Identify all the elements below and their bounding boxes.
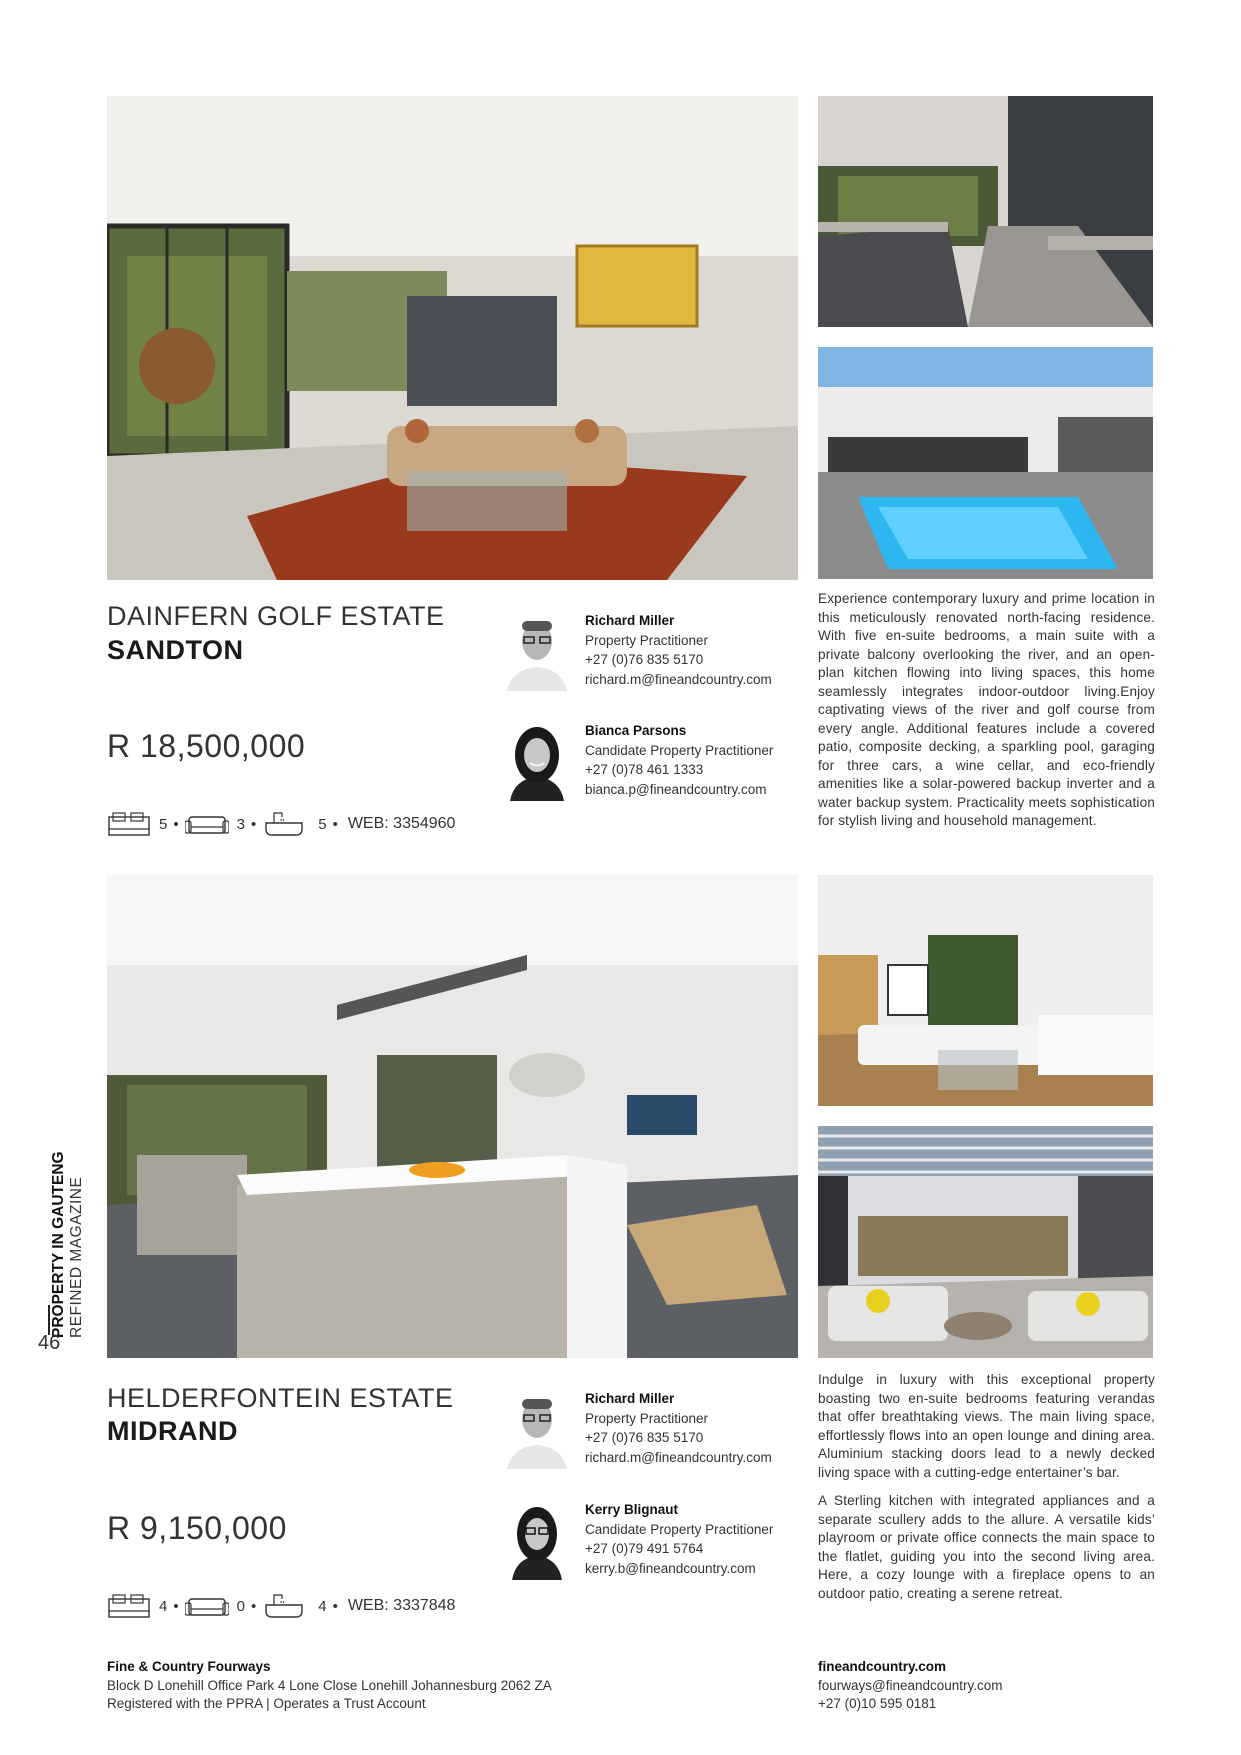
sofa-icon	[185, 809, 229, 839]
listing2-description	[818, 1371, 1155, 1613]
description-paragraph: Experience contemporary luxury and prime location in this meticulously renovated north-facing residence. With five en-suite bedrooms, a main suite with a private balcony overlooking the river, and an open-plan kitchen flowing into living spaces, this home seamlessly integrates indoor-outdoor living.Enjoy captivating views of the river and golf course from every angle. Additional features include a covered patio, composite decking, a sparkling pool, garaging for three cars, a wine cellar, and eco-friendly amenities like a solar-powered backup inverter and a water backup system. Practicality meets sophistication for stylish living and household management.	[818, 591, 1155, 828]
listing2-specs: 4 • 0 • 4 • WEB: 3337848	[107, 1588, 455, 1624]
description-paragraph: Indulge in luxury with this exceptional property boasting two en-suite bedrooms featuring verandas that offer breathtaking views. The main living space, effortlessly flows into an open lounge and dining area. Aluminium stacking doors lead to a newly decked living space with a cutting-edge entertainer’s bar.	[818, 1372, 1155, 1480]
listing1-suburb: SANDTON	[107, 635, 244, 665]
agent-role: Property Practitioner	[585, 1410, 709, 1426]
footer-contact	[818, 1658, 1003, 1714]
listing1-price: R 18,500,000	[107, 728, 306, 764]
agent-email[interactable]: kerry.b@fineandcountry.com	[585, 1560, 756, 1576]
agent-role: Candidate Property Practitioner	[585, 742, 774, 758]
agent-name: Richard Miller	[585, 1391, 675, 1406]
listing1-area: DAINFERN GOLF ESTATE	[107, 601, 445, 631]
agent-phone[interactable]: +27 (0)76 835 5170	[585, 1430, 704, 1445]
listing1-pool-photo	[818, 347, 1153, 579]
agent-email[interactable]: bianca.p@fineandcountry.com	[585, 781, 767, 797]
office-email[interactable]: fourways@fineandcountry.com	[818, 1677, 1003, 1693]
listing2-area: HELDERFONTEIN ESTATE	[107, 1383, 454, 1413]
magazine-sidebar	[28, 1040, 88, 1354]
agent-phone[interactable]: +27 (0)78 461 1333	[585, 762, 704, 777]
sofa-icon	[185, 1591, 229, 1621]
listing2-lounge-photo	[818, 875, 1153, 1106]
listing1-lounges: 3	[236, 815, 245, 833]
agent-portrait	[502, 721, 572, 801]
sidebar-divider	[48, 1305, 50, 1335]
listing2-lounges: 0	[236, 1597, 245, 1615]
listing1-main-photo	[107, 96, 798, 580]
agent-name: Richard Miller	[585, 613, 675, 628]
agent-phone[interactable]: +27 (0)76 835 5170	[585, 652, 704, 667]
agent-phone[interactable]: +27 (0)79 491 5764	[585, 1541, 704, 1556]
magazine-subtitle: REFINED MAGAZINE	[68, 1176, 85, 1338]
website-link[interactable]: fineandcountry.com	[818, 1659, 947, 1674]
bed-icon	[107, 809, 151, 839]
listing1-web-ref: WEB: 3354960	[347, 815, 456, 832]
listing1-kitchen-photo	[818, 96, 1153, 327]
agent-name: Bianca Parsons	[585, 723, 687, 738]
page-number: 46	[38, 1332, 61, 1354]
listing2-price: R 9,150,000	[107, 1510, 287, 1546]
listing1-description	[818, 590, 1155, 841]
office-phone[interactable]: +27 (0)10 595 0181	[818, 1696, 937, 1711]
magazine-title: PROPERTY IN GAUTENG	[50, 1151, 67, 1338]
agent-name: Kerry Blignaut	[585, 1502, 679, 1517]
agent-email[interactable]: richard.m@fineandcountry.com	[585, 671, 772, 687]
listing2-bedrooms: 4	[159, 1597, 168, 1615]
agent-role: Candidate Property Practitioner	[585, 1521, 774, 1537]
office-registration: Registered with the PPRA | Operates a Trust Account	[107, 1696, 426, 1711]
description-paragraph: A Sterling kitchen with integrated appliances and a separate scullery adds to the allure. A versatile kids’ playroom or private office connects the main space to the flatlet, guiding you into the second living area. Here, a cozy lounge with a fireplace opens to an outdoor patio, creating a serene retreat.	[818, 1493, 1155, 1601]
listing1-specs: 5 • 3 • 5 • WEB: 3354960	[107, 806, 455, 842]
footer-office	[107, 1658, 552, 1714]
listing1-bathrooms: 5	[318, 815, 327, 833]
listing2-suburb: MIDRAND	[107, 1416, 238, 1446]
listing2-web-ref: WEB: 3337848	[347, 1597, 456, 1614]
listing2-main-photo	[107, 875, 798, 1358]
agent-email[interactable]: richard.m@fineandcountry.com	[585, 1449, 772, 1465]
bath-icon	[262, 809, 306, 839]
agent-portrait	[502, 1389, 572, 1469]
bed-icon	[107, 1591, 151, 1621]
agent-role: Property Practitioner	[585, 632, 709, 648]
office-address: Block D Lonehill Office Park 4 Lone Close Lonehill Johannesburg 2062 ZA	[107, 1677, 552, 1693]
office-name: Fine & Country Fourways	[107, 1659, 271, 1674]
agent-portrait	[502, 611, 572, 691]
listing2-patio-photo	[818, 1126, 1153, 1358]
bath-icon	[262, 1591, 306, 1621]
listing1-bedrooms: 5	[159, 815, 168, 833]
agent-portrait	[502, 1500, 572, 1580]
listing2-bathrooms: 4	[318, 1597, 327, 1615]
